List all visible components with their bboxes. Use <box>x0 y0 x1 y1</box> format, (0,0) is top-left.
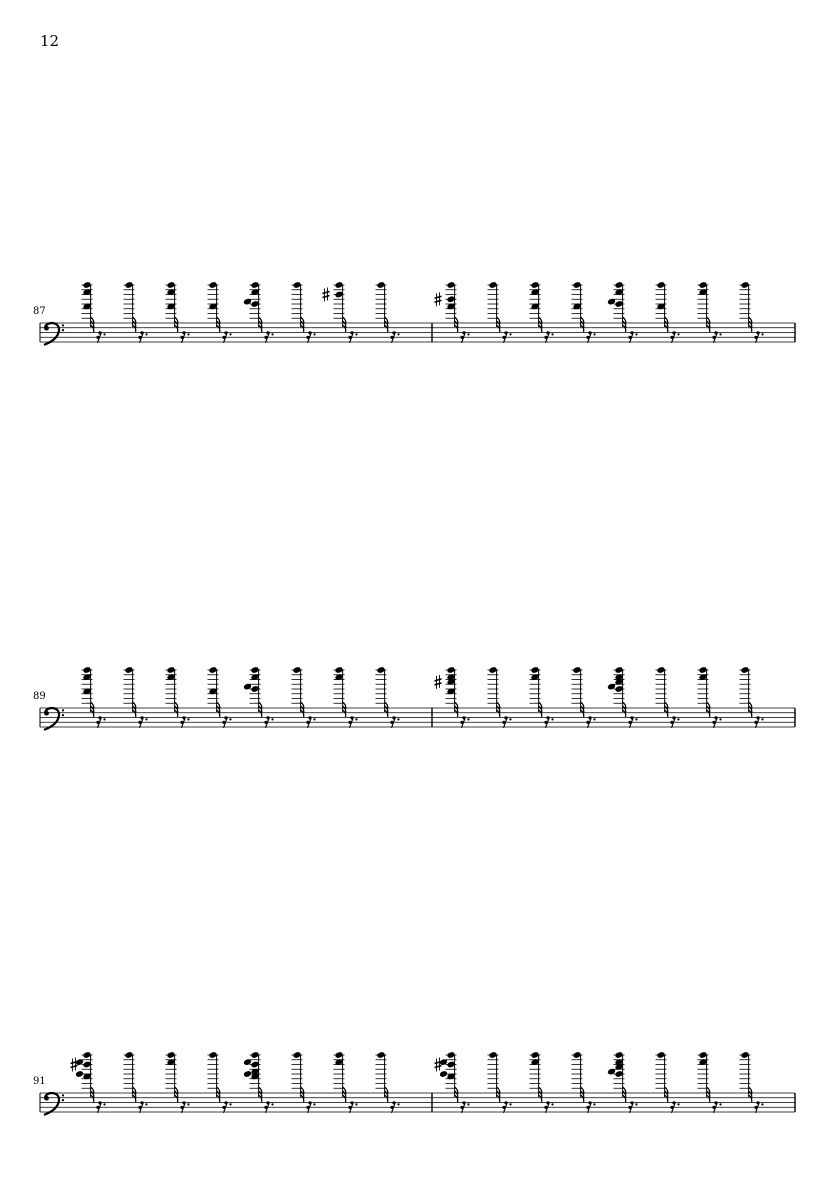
chord <box>71 1051 106 1113</box>
chord <box>292 281 316 343</box>
measure-number: 87 <box>33 306 46 317</box>
augmentation-dot <box>551 333 553 335</box>
chord <box>607 281 638 343</box>
augmentation-dot <box>145 1103 147 1105</box>
chord <box>435 1051 470 1113</box>
chord <box>208 1051 232 1113</box>
chord <box>82 281 106 343</box>
note-head <box>75 1070 84 1078</box>
augmentation-dot <box>271 1103 273 1105</box>
chord <box>572 666 596 728</box>
chord <box>530 666 554 728</box>
sharp-accidental <box>323 288 330 302</box>
augmentation-dot <box>593 718 595 720</box>
augmentation-dot <box>355 718 357 720</box>
chord <box>243 666 274 728</box>
chord <box>572 281 596 343</box>
page-number: 12 <box>40 32 60 50</box>
chord <box>740 281 764 343</box>
augmentation-dot <box>719 1103 721 1105</box>
augmentation-dot <box>397 718 399 720</box>
augmentation-dot <box>187 718 189 720</box>
augmentation-dot <box>187 1103 189 1105</box>
chord <box>530 1051 554 1113</box>
chord <box>698 666 722 728</box>
augmentation-dot <box>509 333 511 335</box>
measure-number: 89 <box>33 691 46 702</box>
chord <box>740 1051 764 1113</box>
sharp-accidental <box>435 292 442 306</box>
chord <box>698 1051 722 1113</box>
augmentation-dot <box>271 718 273 720</box>
chord <box>488 1051 512 1113</box>
augmentation-dot <box>103 718 105 720</box>
augmentation-dot <box>229 1103 231 1105</box>
chord <box>208 666 232 728</box>
sharp-accidental <box>435 1058 442 1072</box>
augmentation-dot <box>103 333 105 335</box>
chord <box>124 666 148 728</box>
augmentation-dot <box>593 1103 595 1105</box>
augmentation-dot <box>635 718 637 720</box>
chord <box>208 281 232 343</box>
augmentation-dot <box>761 1103 763 1105</box>
chord <box>82 666 106 728</box>
augmentation-dot <box>313 333 315 335</box>
note-head <box>439 1070 448 1078</box>
augmentation-dot <box>397 333 399 335</box>
chord <box>488 666 512 728</box>
chord <box>530 281 554 343</box>
staff-system <box>40 666 795 730</box>
augmentation-dot <box>467 718 469 720</box>
augmentation-dot <box>229 333 231 335</box>
chord <box>572 1051 596 1113</box>
augmentation-dot <box>355 1103 357 1105</box>
chord <box>656 1051 680 1113</box>
sharp-accidental <box>435 675 442 689</box>
augmentation-dot <box>761 333 763 335</box>
augmentation-dot <box>103 1103 105 1105</box>
chord <box>292 666 316 728</box>
chord <box>124 1051 148 1113</box>
bass-clef <box>44 323 64 345</box>
chord <box>334 666 358 728</box>
staff-system <box>40 1051 795 1115</box>
augmentation-dot <box>509 718 511 720</box>
measure-number: 91 <box>33 1076 46 1087</box>
chord <box>698 281 722 343</box>
chord <box>376 281 400 343</box>
bass-clef <box>44 1093 64 1115</box>
chord <box>323 281 358 343</box>
augmentation-dot <box>313 1103 315 1105</box>
augmentation-dot <box>719 718 721 720</box>
chord <box>607 1051 638 1113</box>
chord <box>435 281 470 343</box>
augmentation-dot <box>467 1103 469 1105</box>
chord <box>607 666 638 728</box>
chord <box>166 281 190 343</box>
augmentation-dot <box>551 718 553 720</box>
augmentation-dot <box>551 1103 553 1105</box>
augmentation-dot <box>677 1103 679 1105</box>
chord <box>166 666 190 728</box>
augmentation-dot <box>593 333 595 335</box>
augmentation-dot <box>467 333 469 335</box>
chord <box>292 1051 316 1113</box>
note-head <box>243 1070 252 1078</box>
staff-system <box>40 281 795 345</box>
augmentation-dot <box>719 333 721 335</box>
chord <box>376 666 400 728</box>
chord <box>334 1051 358 1113</box>
augmentation-dot <box>145 718 147 720</box>
sharp-accidental <box>71 1058 78 1072</box>
chord <box>243 1051 274 1113</box>
augmentation-dot <box>397 1103 399 1105</box>
chord <box>656 666 680 728</box>
augmentation-dot <box>229 718 231 720</box>
augmentation-dot <box>677 718 679 720</box>
augmentation-dot <box>145 333 147 335</box>
augmentation-dot <box>313 718 315 720</box>
augmentation-dot <box>271 333 273 335</box>
bass-clef <box>44 708 64 730</box>
chord <box>656 281 680 343</box>
augmentation-dot <box>635 1103 637 1105</box>
augmentation-dot <box>509 1103 511 1105</box>
chord <box>740 666 764 728</box>
augmentation-dot <box>761 718 763 720</box>
augmentation-dot <box>635 333 637 335</box>
chord <box>435 666 470 728</box>
chord <box>488 281 512 343</box>
chord <box>166 1051 190 1113</box>
chord <box>124 281 148 343</box>
chord <box>243 281 274 343</box>
augmentation-dot <box>677 333 679 335</box>
augmentation-dot <box>187 333 189 335</box>
augmentation-dot <box>355 333 357 335</box>
chord <box>376 1051 400 1113</box>
